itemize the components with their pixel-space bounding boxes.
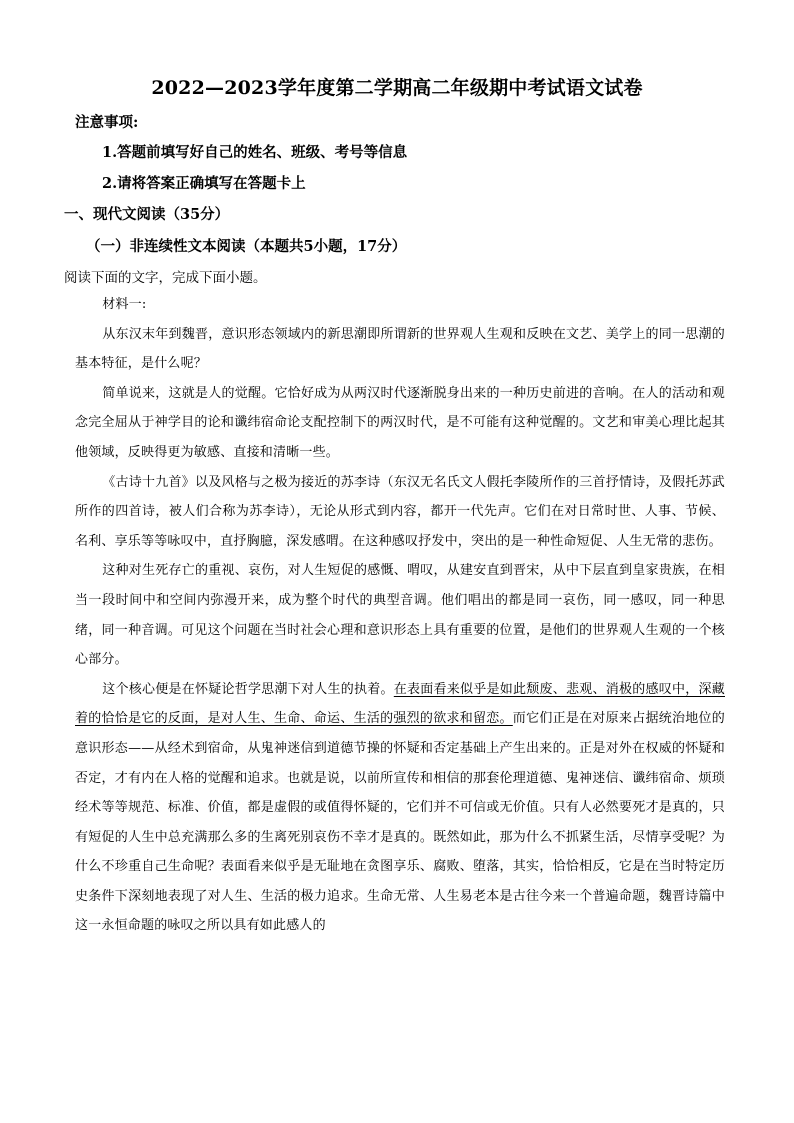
core-lead-text: 这个核心便是在怀疑论哲学思潮下对人生的执着。 [102, 681, 394, 697]
material-label: 材料一: [102, 297, 147, 312]
notice-item-1: 1.答题前填写好自己的姓名、班级、考号等信息 [102, 144, 408, 161]
notice-heading: 注意事项: [75, 114, 139, 131]
notice-item-2: 2.请将答案正确填写在答题卡上 [102, 175, 306, 192]
underlined-sentence: 在表面看来似乎是如此颓废、悲观、消极的感叹中，深藏着的恰恰是它的反面，是对人生、生命、命运、生活的强烈的欲求和留恋。 [75, 681, 725, 727]
material-paragraph: 简单说来，这就是人的觉醒。它恰好成为从两汉时代逐渐脱身出来的一种历史前进的音响。在人的活动和观念完全屈从于神学目的论和谶纬宿命论支配控制下的两汉时代，是不可能有这种觉醒的。文艺和审美心理比起其他领域，反映得更为敏感、直接和清晰一些。 [75, 385, 725, 460]
material-paragraph: 《古诗十九首》以及风格与之极为接近的苏李诗（东汉无名氏文人假托李陵所作的三首抒情诗，及假托苏武所作的四首诗，被人们合称为苏李诗），无论从形式到内容，都开一代先声。它们在对日常时世、人事、节候、名利、享乐等等咏叹中，直抒胸臆，深发感喟。在这种感叹抒发中，突出的是一种性命短促、人生无常的悲伤。 [75, 474, 725, 549]
section-heading: 一、现代文阅读（35分） [64, 206, 230, 223]
material-paragraph-core [75, 675, 725, 941]
exam-title: 2022—2023学年度第二学期高二年级期中考试语文试卷 [151, 77, 643, 99]
reading-material [75, 290, 725, 941]
reading-instruction: 阅读下面的文字，完成下面小题。 [64, 270, 267, 286]
section-subheading: （一）非连续性文本阅读（本题共5小题，17分） [86, 238, 407, 255]
material-paragraph: 从东汉末年到魏晋，意识形态领域内的新思潮即所谓新的世界观人生观和反映在文艺、美学上的同一思潮的基本特征，是什么呢？ [75, 326, 725, 372]
material-paragraph: 这种对生死存亡的重视、哀伤，对人生短促的感慨、喟叹，从建安直到晋宋，从中下层直到皇家贵族，在相当一段时间中和空间内弥漫开来，成为整个时代的典型音调。他们唱出的都是同一哀伤，同一感叹，同一种思绪，同一种音调。可见这个问题在当时社会心理和意识形态上具有重要的位置，是他们的世界观人生观的一个核心部分。 [75, 563, 725, 668]
core-rest-text: 而它们正是在对原来占据统治地位的意识形态——从经术到宿命，从鬼神迷信到道德节操的怀疑和否定基础上产生出来的。正是对外在权威的怀疑和否定，才有内在人格的觉醒和追求。也就是说，以前所宣传和相信的那套伦理道德、鬼神迷信、谶纬宿命、烦琐经术等等规范、标准、价值，都是虚假的或值得怀疑的，它们并不可信或无价值。只有人必然要死才是真的，只有短促的人生中总充满那么多的生离死别哀伤不幸才是真的。既然如此，那为什么不抓紧生活，尽情享受呢？为什么不珍重自己生命呢？表面看来似乎是无耻地在贪图享乐、腐败、堕落，其实，恰恰相反，它是在当时特定历史条件下深刻地表现了对人生、生活的极力追求。生命无常、人生易老本是古往今来一个普遍命题，魏晋诗篇中这一永恒命题的咏叹之所以具有如此感人的 [75, 711, 725, 934]
